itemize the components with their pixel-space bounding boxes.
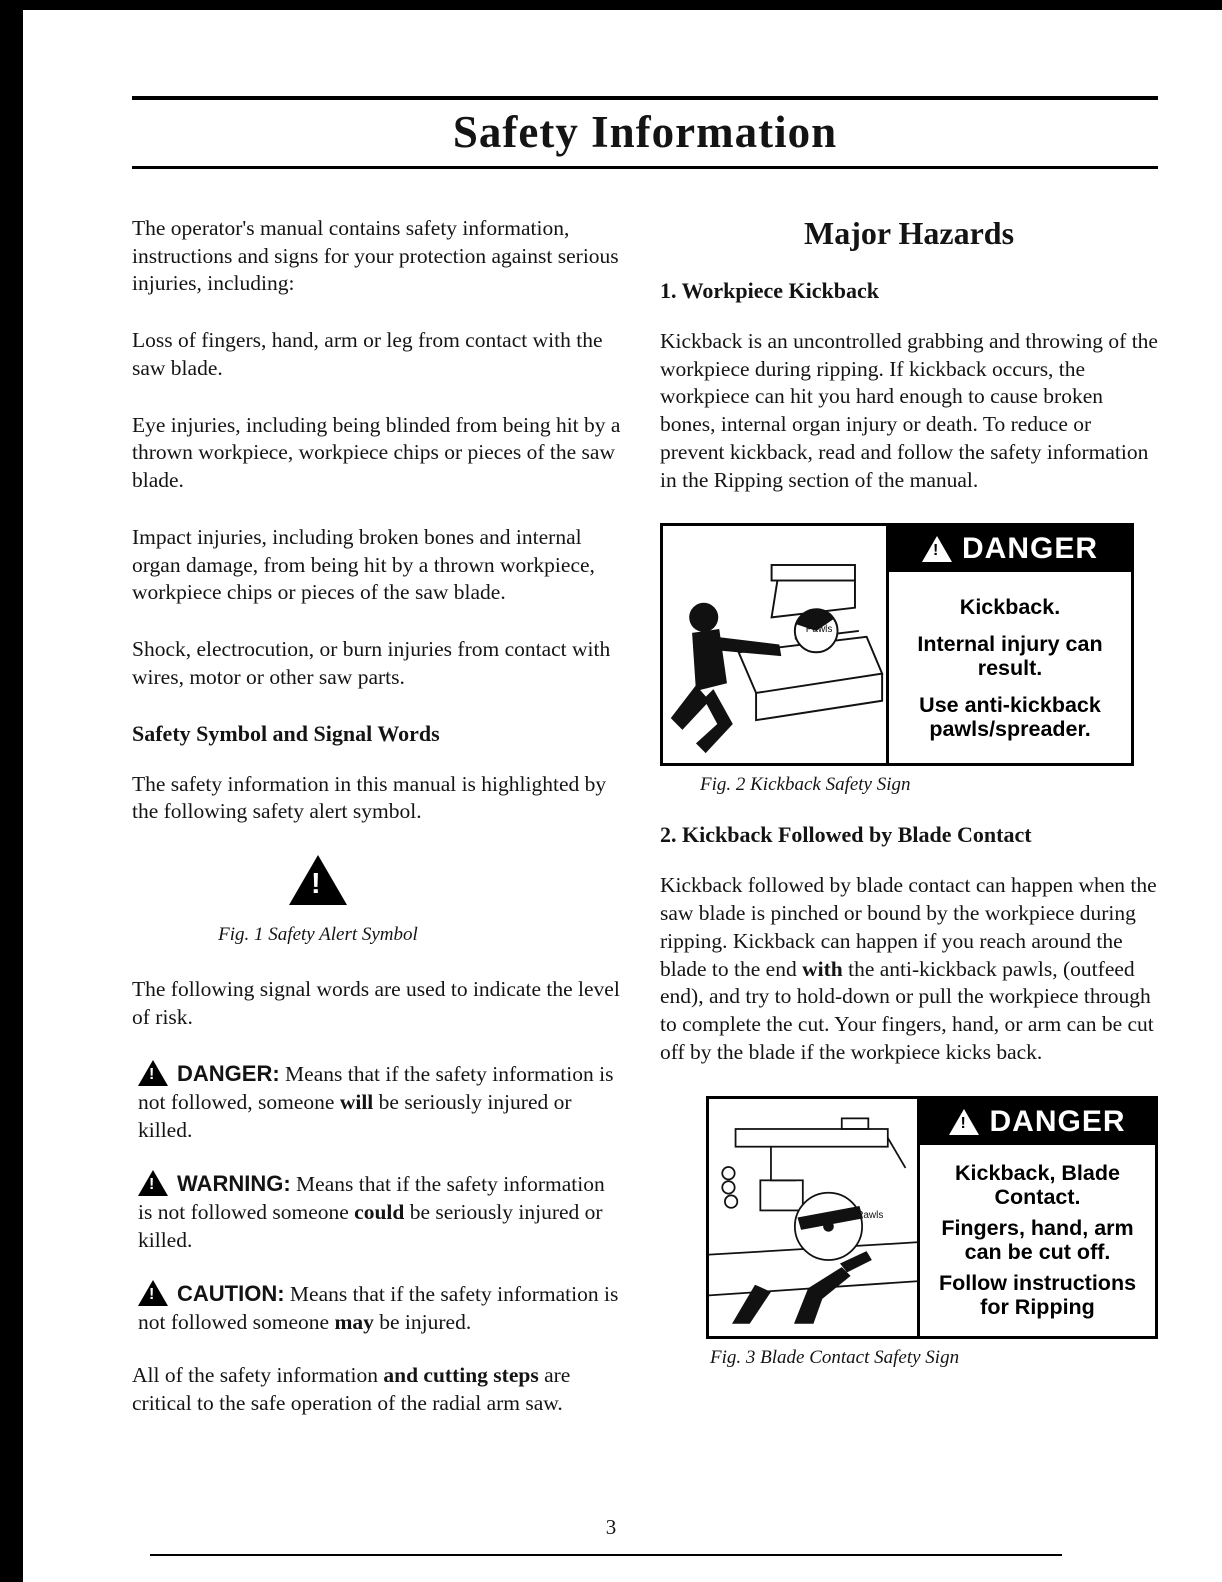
major-hazards-heading: Major Hazards (803, 215, 1015, 251)
section2-body (660, 872, 1158, 1066)
fig2-kickback-figure (660, 523, 1134, 766)
header-rule-bottom (132, 166, 1158, 169)
danger-sign (917, 1099, 1155, 1336)
scan-artifact-left-edge (0, 0, 23, 1582)
warning-bold-word: could (354, 1200, 405, 1225)
danger-sign-word: DANGER (961, 532, 1098, 566)
section2-heading: 2. Kickback Followed by Blade Contact (660, 822, 1032, 848)
danger-sign-header (920, 1099, 1155, 1145)
danger-sign-body (889, 572, 1131, 763)
hazard-paragraph-fingers: Loss of fingers, hand, arm or leg from contact with the saw blade. (132, 328, 603, 380)
kickback-drawing (663, 526, 886, 763)
page-number: 3 (605, 1515, 617, 1539)
danger-definition (132, 1060, 624, 1145)
caution-signal-label: CAUTION: (177, 1281, 285, 1307)
sign-line: Fingers, hand, arm can be cut off. (941, 1215, 1134, 1265)
danger-text-before: Means that if the safety information is not followed, someone (138, 1062, 614, 1115)
closing-text-after: are critical to the safe operation of the radial arm saw. (132, 1362, 571, 1415)
warning-definition (132, 1170, 624, 1255)
safety-alert-icon (138, 1170, 168, 1196)
manual-page (132, 96, 1158, 1446)
closing-bold-phrase: and cutting steps (383, 1362, 539, 1387)
warning-signal-label: WARNING: (177, 1171, 291, 1197)
hazard-paragraph-shock: Shock, electrocution, or burn injuries from contact with wires, motor or other saw parts. (132, 637, 611, 689)
section1-heading: 1. Workpiece Kickback (660, 278, 879, 303)
kickback-illustration (663, 526, 886, 763)
caution-text-before: Means that if the safety information is not followed someone (138, 1282, 619, 1335)
warning-text-after: be seriously injured or killed. (138, 1200, 603, 1253)
danger-sign-body (920, 1145, 1155, 1336)
scan-artifact-top-edge (0, 0, 1222, 10)
safety-alert-icon (289, 855, 347, 905)
intro-paragraph: The operator's manual contains safety information, instructions and signs for your protection against serious injuries, including: (132, 216, 619, 296)
caution-text-after: be injured. (373, 1310, 472, 1335)
safety-alert-icon (138, 1060, 168, 1086)
safety-alert-icon (922, 536, 952, 562)
section2-bold-word: with (802, 956, 843, 981)
section2-text-after: the anti-kickback pawls, (outfeed end), and try to hold-down or pull the workpiece through to complete the cut. Your fingers, hand, or arm can be cut off by the blade if the workpiece kicks back. (660, 956, 1154, 1064)
sign-line: Internal injury can result. (917, 631, 1103, 680)
pawls-callout-label: Pawls (856, 1209, 884, 1221)
sign-line: Kickback. (959, 595, 1061, 620)
symbol-section-heading: Safety Symbol and Signal Words (132, 720, 440, 746)
footer-rule (150, 1554, 1062, 1556)
left-column (132, 215, 624, 1446)
page-footer (0, 1515, 1222, 1582)
danger-bold-word: will (339, 1090, 374, 1115)
symbol-intro-paragraph: The safety information in this manual is highlighted by the following safety alert symbol. (132, 771, 607, 824)
two-column-layout (132, 215, 1158, 1446)
fig1-safety-alert-symbol (132, 855, 504, 946)
sign-line: Follow instructions for Ripping (938, 1270, 1137, 1319)
safety-alert-icon (138, 1280, 168, 1306)
caution-definition (132, 1280, 624, 1337)
hazard-paragraph-eye: Eye injuries, including being blinded from being hit by a thrown workpiece, workpiece chips or pieces of the saw blade. (132, 412, 621, 493)
danger-signal-label: DANGER: (177, 1061, 280, 1087)
blade-contact-drawing (709, 1099, 917, 1336)
caution-bold-word: may (334, 1310, 374, 1335)
danger-sign-header (889, 526, 1131, 572)
closing-text-before: All of the safety information (132, 1362, 384, 1387)
danger-sign (886, 526, 1131, 763)
section1-body: Kickback is an uncontrolled grabbing and throwing of the workpiece during ripping. If kickback occurs, the workpiece can hit you hard enough to cause broken bones, internal organ injury or death. To reduce or prevent kickback, read and follow the safety information in the Ripping section of the manual. (660, 329, 1158, 492)
hazard-paragraph-impact: Impact injuries, including broken bones and internal organ damage, from being hit by a thrown workpiece, workpiece chips or pieces of the saw blade. (132, 524, 595, 605)
section2-text-before: Kickback followed by blade contact can happen when the saw blade is pinched or bound by the workpiece during ripping. Kickback can happen if you reach around the blade to the end (660, 873, 1157, 981)
sign-line: Kickback, Blade Contact. (955, 1161, 1120, 1210)
fig3-blade-contact-figure (706, 1096, 1158, 1339)
page-header (132, 96, 1158, 169)
safety-alert-icon (949, 1109, 979, 1135)
blade-contact-illustration (709, 1099, 917, 1336)
danger-text-after: be seriously injured or killed. (138, 1090, 572, 1143)
danger-sign-word: DANGER (989, 1104, 1126, 1138)
page-title: Safety Information (452, 107, 838, 157)
sign-line: Use anti-kickback pawls/spreader. (919, 692, 1101, 741)
fig1-caption: Fig. 1 Safety Alert Symbol (218, 924, 418, 946)
closing-paragraph (132, 1362, 624, 1417)
pawls-callout-label: Pawls (805, 623, 833, 635)
fig3-caption: Fig. 3 Blade Contact Safety Sign (710, 1346, 960, 1368)
fig2-caption: Fig. 2 Kickback Safety Sign (700, 774, 911, 796)
right-column (660, 215, 1158, 1446)
signal-intro-paragraph: The following signal words are used to indicate the level of risk. (132, 977, 620, 1029)
warning-text-before: Means that if the safety information is not followed someone (138, 1172, 605, 1225)
